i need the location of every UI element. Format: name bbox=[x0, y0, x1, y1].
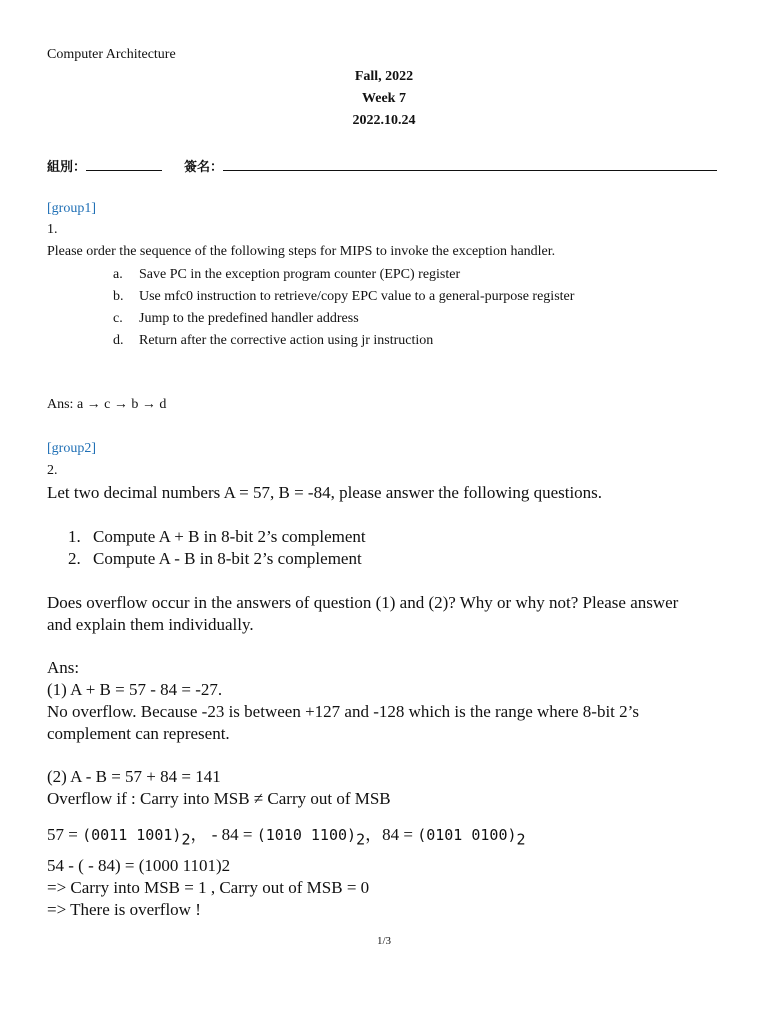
answer-1-explanation-line2: complement can represent. bbox=[47, 724, 230, 743]
answer-1-explanation-line1: No overflow. Because -23 is between +127 and -128 which is the range where 8-bit 2’s bbox=[47, 702, 639, 721]
q2-question-line2: and explain them individually. bbox=[47, 615, 254, 634]
signature-label: 簽名： bbox=[184, 160, 224, 175]
step-letter: a. bbox=[113, 267, 123, 282]
carry-result: => Carry into MSB = 1 , Carry out of MSB = 0 bbox=[47, 878, 370, 897]
week: Week 7 bbox=[362, 91, 406, 106]
calculation: 54 - ( - 84) = (1000 1101)2 bbox=[47, 856, 231, 875]
step-letter: b. bbox=[113, 289, 124, 304]
bin-84-label: ，84 = bbox=[365, 825, 418, 844]
base-subscript: 2 bbox=[356, 830, 366, 849]
step-text: Use mfc0 instruction to retrieve/copy EPC value to a general-purpose register bbox=[139, 289, 575, 304]
q2-items bbox=[68, 526, 366, 570]
q2-prompt: Let two decimal numbers A = 57, B = -84, please answer the following questions. bbox=[47, 483, 603, 502]
q1-steps bbox=[113, 264, 574, 352]
bin-neg84-label: ， - 84 = bbox=[190, 825, 257, 844]
step-text: Save PC in the exception program counter (EPC) register bbox=[139, 267, 461, 282]
list-item bbox=[113, 330, 574, 352]
page-number: 1/3 bbox=[376, 935, 392, 947]
group2-tag: [group2] bbox=[47, 441, 96, 456]
q1-number: 1. bbox=[47, 222, 58, 237]
conclusion: => There is overflow ! bbox=[47, 900, 201, 919]
step-text: Return after the corrective action using jr instruction bbox=[139, 333, 434, 348]
step-letter: c. bbox=[113, 311, 123, 326]
answer-1: (1) A + B = 57 - 84 = -27. bbox=[47, 680, 223, 699]
list-item bbox=[68, 526, 366, 548]
list-item bbox=[68, 548, 366, 570]
item-number: 1. bbox=[68, 527, 81, 546]
item-number: 2. bbox=[68, 549, 81, 568]
list-item bbox=[113, 308, 574, 330]
bin-neg84-value: (1010 1100) bbox=[256, 826, 357, 844]
q2-question-line1: Does overflow occur in the answers of question (1) and (2)? Why or why not? Please answer bbox=[47, 593, 679, 612]
bin-57-value: (0011 1001) bbox=[82, 826, 182, 844]
signature-field bbox=[184, 156, 717, 175]
semester: Fall, 2022 bbox=[354, 69, 414, 84]
base-subscript: 2 bbox=[181, 830, 191, 849]
bin-57-label: 57 = bbox=[47, 825, 83, 844]
list-item bbox=[113, 286, 574, 308]
answer-label: Ans: bbox=[47, 658, 80, 677]
base-subscript: 2 bbox=[516, 830, 526, 849]
group-label: 組別： bbox=[47, 160, 87, 175]
answer-2: (2) A - B = 57 + 84 = 141 bbox=[47, 767, 221, 786]
q1-prompt: Please order the sequence of the following steps for MIPS to invoke the exception handler. bbox=[47, 244, 556, 259]
q1-answer: Ans: a → c → b → d bbox=[47, 397, 167, 412]
step-letter: d. bbox=[113, 333, 124, 348]
item-text: Compute A + B in 8-bit 2’s complement bbox=[93, 527, 366, 546]
binary-representations bbox=[47, 820, 526, 848]
course-name: Computer Architecture bbox=[47, 47, 176, 62]
group1-tag: [group1] bbox=[47, 201, 96, 216]
group-blank bbox=[86, 156, 162, 171]
overflow-rule: Overflow if : Carry into MSB ≠ Carry out of MSB bbox=[47, 789, 391, 808]
item-text: Compute A - B in 8-bit 2’s complement bbox=[93, 549, 362, 568]
date: 2022.10.24 bbox=[352, 113, 416, 128]
list-item bbox=[113, 264, 574, 286]
bin-84-value: (0101 0100) bbox=[417, 826, 517, 844]
group-field bbox=[47, 156, 162, 175]
step-text: Jump to the predefined handler address bbox=[139, 311, 359, 326]
q2-number: 2. bbox=[47, 463, 58, 478]
signature-blank bbox=[223, 156, 717, 171]
